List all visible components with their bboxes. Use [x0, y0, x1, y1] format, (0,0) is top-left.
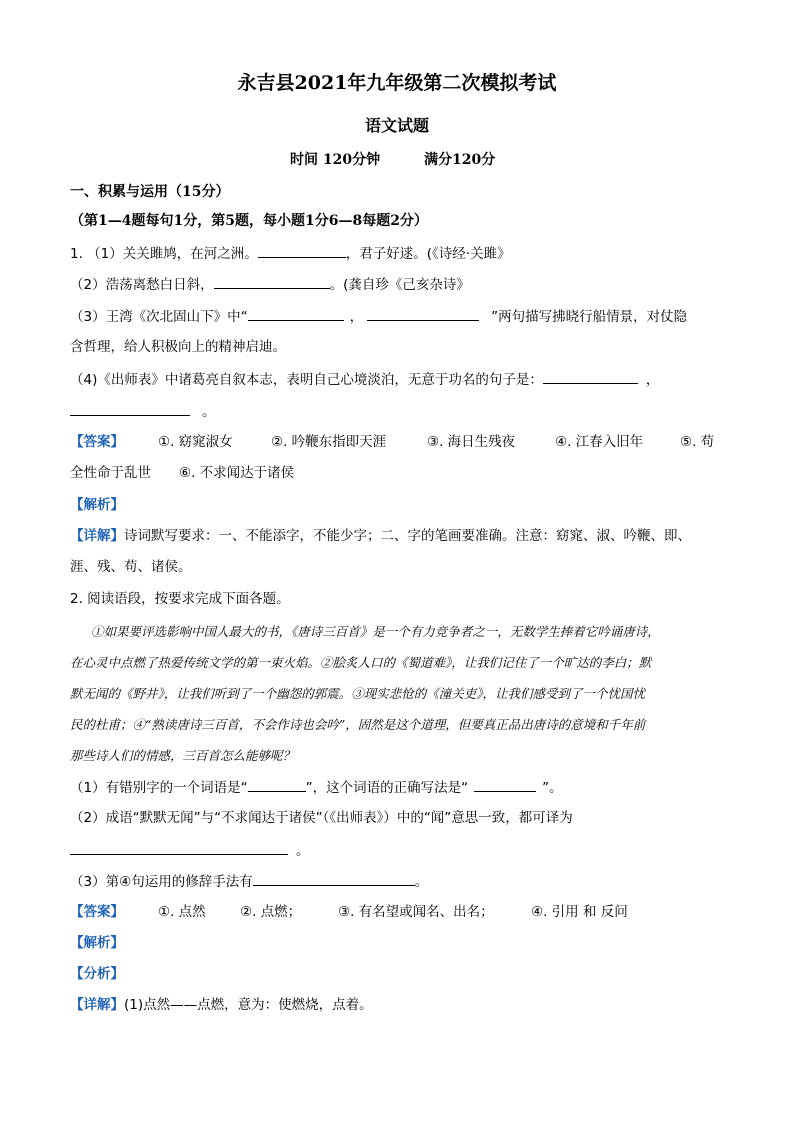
q1-answer-3: ③. 海日生残夜	[427, 434, 516, 450]
q1-answer-2: ②. 吟鞭东指即天涯	[271, 434, 387, 450]
q2-blank-2[interactable]	[474, 777, 536, 792]
q2-passage-line-5: 那些诗人们的情感，三百首怎么能够呢？	[70, 748, 296, 763]
q1-blank-2[interactable]	[214, 274, 330, 289]
q2-intro: 2. 阅读语段，按要求完成下面各题。	[70, 591, 290, 607]
q1-detail-cont: 涯、残、苟、诸侯。	[70, 559, 192, 575]
q2-detail-text: (1)点然——点燃，意为：使燃烧，点着。	[124, 997, 373, 1013]
section-heading: 一、积累与运用（15分）	[70, 184, 230, 200]
q2-answer-tag: 【答案】	[70, 904, 124, 920]
q2-item-2: （2）成语“默默无闻”与“不求闻达于诸侯”（《出师表》）中的“闻”意思一致，都可译为	[70, 810, 573, 826]
q1-item-3	[70, 306, 687, 327]
q2-passage-line-2: 在心灵中点燃了热爱传统文学的第一束火焰。②脍炙人口的《蜀道难》，让我们记住了一个旷达的李白；默	[70, 655, 652, 670]
q1-item-2-text-b: 。(龚自珍《己亥杂诗》	[329, 277, 470, 293]
q2-blank-3[interactable]	[70, 840, 288, 855]
exam-time: 时间 120分钟	[290, 152, 381, 168]
q2-fenxi-tag: 【分析】	[70, 966, 124, 982]
q1-blank-4[interactable]	[367, 306, 479, 321]
q2-answer-2: ②. 点燃；	[240, 904, 302, 920]
q1-detail-text: 诗词默写要求：一、不能添字，不能少字；二、字的笔画要准确。注意：窈窕、淑、吟鞭、即、	[124, 528, 691, 544]
q1-item-3-text-b: ”两句描写拂晓行船情景，对仗隐	[491, 309, 688, 325]
q1-item-3-comma: ，	[349, 309, 364, 325]
q2-passage-line-3: 默无闻的《野井》，让我们听到了一个幽怨的郭震。③现实悲怆的《潼关吏》，让我们感受到了一个忧国忧	[70, 686, 646, 701]
q2-item-2-cont	[70, 840, 310, 861]
q2-answer-3: ③. 有名望或闻名、出名；	[338, 904, 494, 920]
q2-item-3-text: （3）第④句运用的修辞手法有	[70, 874, 253, 890]
q1-blank-6[interactable]	[70, 401, 190, 416]
answer-tag: 【答案】	[70, 434, 124, 450]
q2-answer-1: ①. 点然	[158, 904, 206, 920]
q1-item-4-text-a: （4)《出师表》中诸葛亮自叙本志，表明自己心境淡泊，无意于功名的句子是：	[70, 372, 543, 388]
q1-item-4	[70, 369, 659, 390]
q1-item-2	[70, 274, 470, 295]
subject-title: 语文试题	[364, 116, 429, 135]
q1-item-1	[70, 243, 511, 264]
q1-answer-1: ①. 窈窕淑女	[158, 434, 233, 450]
q2-item-1-text-b: ”，这个词语的正确写法是“	[305, 780, 469, 796]
q1-answer-6: ⑥. 不求闻达于诸侯	[179, 465, 295, 481]
exam-title: 永吉县2021年九年级第二次模拟考试	[237, 72, 557, 94]
q1-blank-3[interactable]	[248, 306, 344, 321]
q2-answer-4: ④. 引用 和 反问	[531, 904, 628, 920]
q2-passage-line-4: 民的杜甫；④“熟读唐诗三百首，不会作诗也会吟”，固然是这个道理，但要真正品出唐诗的意境和千年前	[70, 717, 646, 732]
q2-item-3	[70, 871, 428, 892]
q1-item-1-text-b: ，君子好逑。(《诗经·关雎》	[345, 246, 511, 262]
q1-answer-5: ⑤. 苟	[680, 434, 715, 450]
section-note: （第1—4题每句1分，第5题，每小题1分6—8每题2分）	[70, 213, 428, 229]
q1-item-3-cont: 含哲理，给人积极向上的精神启迪。	[70, 339, 286, 355]
q1-answer-4: ④. 江春入旧年	[555, 434, 644, 450]
q2-item-1	[70, 777, 563, 798]
q1-item-4-end: 。	[202, 404, 216, 420]
q2-item-1-text-a: （1）有错别字的一个词语是“	[70, 780, 248, 796]
q2-blank-4[interactable]	[253, 871, 415, 886]
q1-blank-5[interactable]	[543, 369, 638, 384]
q1-item-3-text-a: （3）王湾《次北固山下》中“	[70, 309, 248, 325]
q1-item-1-text-a: 1. （1）关关雎鸠，在河之洲。	[70, 246, 258, 262]
q2-item-3-end: 。	[414, 874, 429, 890]
q2-blank-1[interactable]	[248, 777, 306, 792]
q1-answer	[70, 432, 124, 452]
detail-tag: 【详解】	[70, 528, 124, 544]
q1-detail	[70, 526, 691, 546]
q1-answer-cont	[70, 463, 294, 483]
q2-item-1-text-c: ”。	[542, 780, 563, 796]
q2-passage-line-1: ①如果要评选影响中国人最大的书，《唐诗三百首》是一个有力竞争者之一，无数学生捧着它吟诵唐诗，	[91, 624, 660, 639]
q1-item-2-text-a: （2）浩荡离愁白日斜，	[70, 277, 214, 293]
q1-analysis-tag: 【解析】	[70, 497, 124, 513]
q2-item-2-end: 。	[296, 843, 310, 859]
q1-item-4-comma: ，	[645, 372, 660, 388]
q2-detail	[70, 995, 373, 1015]
q1-item-4-cont	[70, 401, 216, 422]
detail-tag: 【详解】	[70, 997, 124, 1013]
q1-blank-1[interactable]	[258, 243, 346, 258]
q2-analysis-tag: 【解析】	[70, 935, 124, 951]
exam-score: 满分120分	[424, 152, 496, 168]
q1-answer-5-cont: 全性命于乱世	[70, 465, 151, 481]
